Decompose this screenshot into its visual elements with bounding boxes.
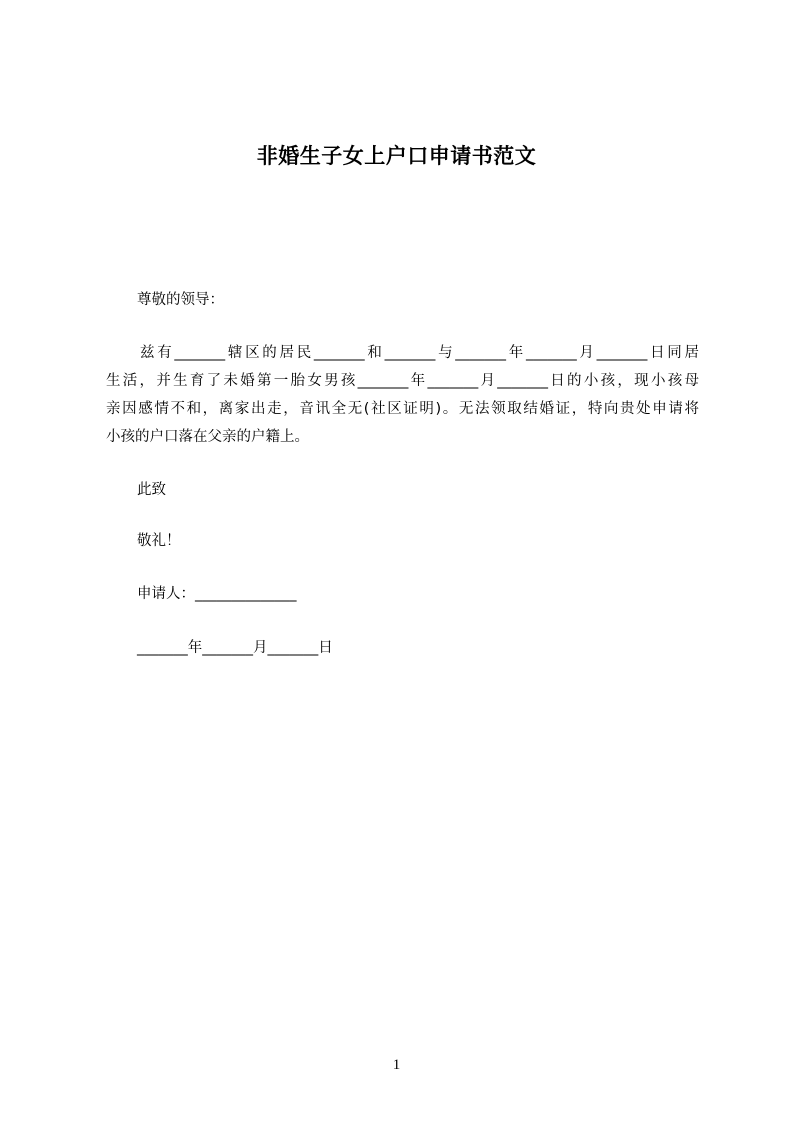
body-line: 兹有_______辖区的居民_______和_______与_______年_______月_______日同居 <box>140 345 699 361</box>
applicant-signature-line: 申请人：______________ <box>137 586 297 602</box>
body-line: 生活，并生育了未婚第一胎女男孩_______年_______月_______日的小孩，现小孩母 <box>106 373 699 389</box>
salutation: 尊敬的领导： <box>137 292 224 308</box>
page-number: 1 <box>392 1057 401 1073</box>
body-line: 亲因感情不和，离家出走，音讯全无(社区证明)。无法领取结婚证，特向贵处申请将 <box>106 401 699 417</box>
date-line: _______年_______月_______日 <box>137 640 333 656</box>
closing-greeting: 此致 <box>137 482 166 498</box>
body-line: 小孩的户口落在父亲的户籍上。 <box>106 429 309 445</box>
closing-salute: 敬礼！ <box>137 533 181 549</box>
document-title: 非婚生子女上户口申请书范文 <box>256 144 537 168</box>
